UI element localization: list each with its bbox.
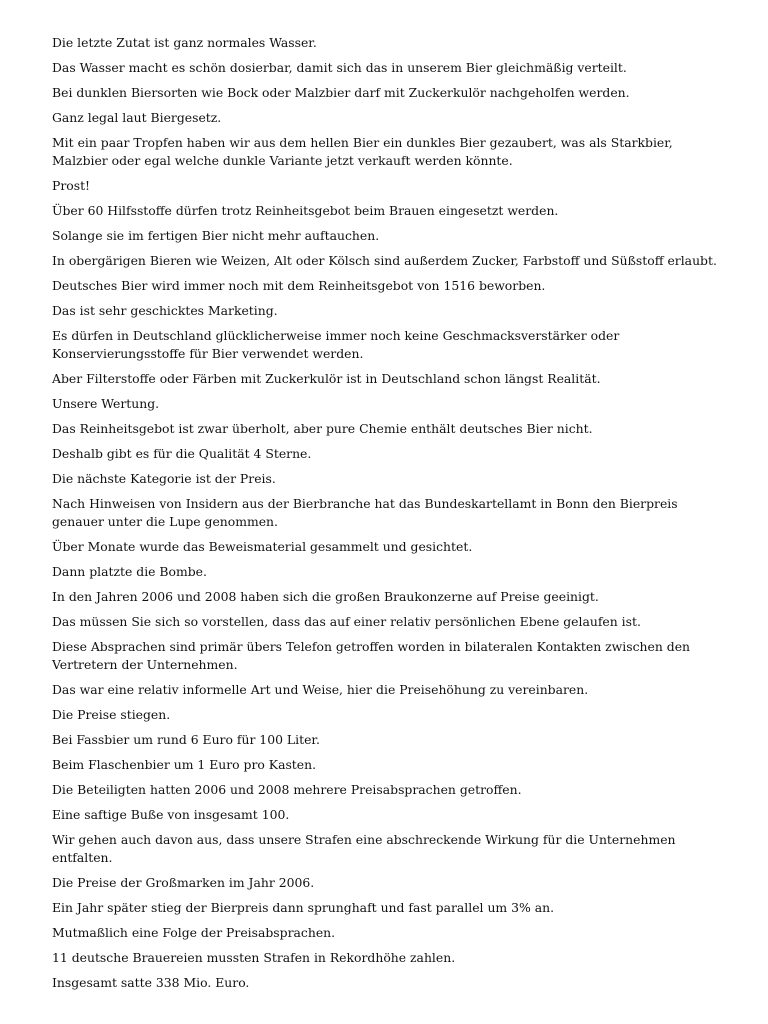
- paragraph: Aber Filterstoffe oder Färben mit Zuckerkulör ist in Deutschland schon längst Realität.: [52, 371, 601, 386]
- paragraph: Wir gehen auch davon aus, dass unsere Strafen eine abschreckende Wirkung für die Unternehmen entfalten.: [52, 832, 676, 865]
- paragraph: Ein Jahr später stieg der Bierpreis dann sprunghaft und fast parallel um 3% an.: [52, 900, 555, 915]
- paragraph: Deshalb gibt es für die Qualität 4 Sterne.: [52, 446, 312, 461]
- paragraph: Prost!: [52, 178, 91, 193]
- document-body: [52, 34, 720, 999]
- paragraph: Deutsches Bier wird immer noch mit dem Reinheitsgebot von 1516 beworben.: [52, 278, 546, 293]
- paragraph: Die Preise der Großmarken im Jahr 2006.: [52, 875, 315, 890]
- paragraph: Dann platzte die Bombe.: [52, 564, 207, 579]
- paragraph: Über 60 Hilfsstoffe dürfen trotz Reinheitsgebot beim Brauen eingesetzt werden.: [52, 203, 559, 218]
- paragraph: Das war eine relativ informelle Art und Weise, hier die Preisehöhung zu vereinbaren.: [52, 682, 589, 697]
- paragraph: Über Monate wurde das Beweismaterial gesammelt und gesichtet.: [52, 539, 473, 554]
- paragraph: Diese Absprachen sind primär übers Telefon getroffen worden in bilateralen Kontakten zwischen den Vertretern der Unternehmen.: [52, 639, 691, 672]
- paragraph: Ganz legal laut Biergesetz.: [52, 110, 222, 125]
- paragraph: Das müssen Sie sich so vorstellen, dass das auf einer relativ persönlichen Ebene gelaufen ist.: [52, 614, 641, 629]
- paragraph: Die letzte Zutat ist ganz normales Wasser.: [52, 35, 317, 50]
- paragraph: Das ist sehr geschicktes Marketing.: [52, 303, 278, 318]
- paragraph: Mutmaßlich eine Folge der Preisabsprachen.: [52, 925, 336, 940]
- paragraph: Es dürfen in Deutschland glücklicherweise immer noch keine Geschmacksverstärker oder Konservierungsstoffe für Bier verwendet werden.: [52, 328, 620, 361]
- paragraph: Die Preise stiegen.: [52, 707, 171, 722]
- paragraph: Die Beteiligten hatten 2006 und 2008 mehrere Preisabsprachen getroffen.: [52, 782, 522, 797]
- paragraph: In obergärigen Bieren wie Weizen, Alt oder Kölsch sind außerdem Zucker, Farbstoff und Süßstoff erlaubt.: [52, 253, 717, 268]
- paragraph: Unsere Wertung.: [52, 396, 160, 411]
- paragraph: Bei dunklen Biersorten wie Bock oder Malzbier darf mit Zuckerkulör nachgeholfen werden.: [52, 85, 630, 100]
- paragraph: Nach Hinweisen von Insidern aus der Bierbranche hat das Bundeskartellamt in Bonn den Bierpreis genauer unter die Lupe genommen.: [52, 496, 678, 529]
- paragraph: 11 deutsche Brauereien mussten Strafen in Rekordhöhe zahlen.: [52, 950, 456, 965]
- paragraph: Solange sie im fertigen Bier nicht mehr auftauchen.: [52, 228, 380, 243]
- paragraph: Eine saftige Buße von insgesamt 100.: [52, 807, 290, 822]
- paragraph: Insgesamt satte 338 Mio. Euro.: [52, 975, 250, 990]
- paragraph: Bei Fassbier um rund 6 Euro für 100 Liter.: [52, 732, 320, 747]
- paragraph: Das Wasser macht es schön dosierbar, damit sich das in unserem Bier gleichmäßig verteilt.: [52, 60, 627, 75]
- paragraph: Das Reinheitsgebot ist zwar überholt, aber pure Chemie enthält deutsches Bier nicht.: [52, 421, 593, 436]
- paragraph: Die nächste Kategorie ist der Preis.: [52, 471, 276, 486]
- paragraph: In den Jahren 2006 und 2008 haben sich die großen Braukonzerne auf Preise geeinigt.: [52, 589, 599, 604]
- paragraph: Mit ein paar Tropfen haben wir aus dem hellen Bier ein dunkles Bier gezaubert, was als Starkbier, Malzbier oder egal welche dunkle Variante jetzt verkauft werden könnte.: [52, 135, 673, 168]
- paragraph: Beim Flaschenbier um 1 Euro pro Kasten.: [52, 757, 317, 772]
